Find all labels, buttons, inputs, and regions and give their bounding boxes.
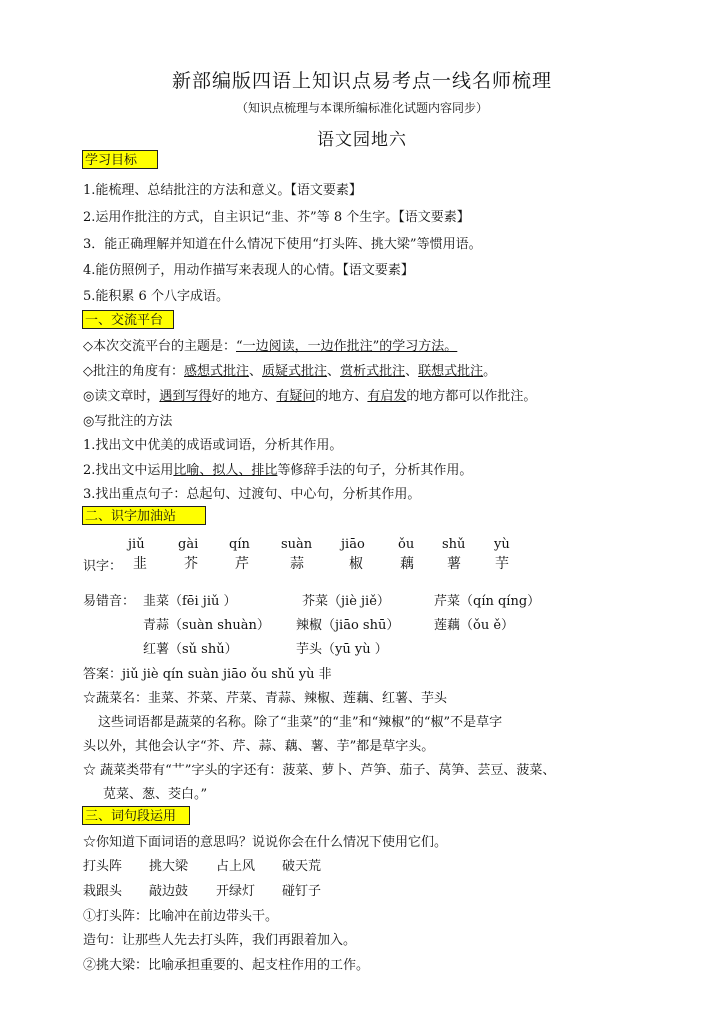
goal-item: 1.能梳理、总结批注的方法和意义。【语文要素】 [83, 183, 362, 198]
definition-line: ②挑大梁：比喻承担重要的、起支柱作用的工作。 [83, 958, 370, 973]
angle-item: 质疑式批注 [262, 364, 328, 379]
pinyin: jiāo [341, 537, 365, 552]
method-item [83, 459, 472, 478]
goal-item: 3．能正确理解并知道在什么情况下使用“打头阵、挑大梁”等惯用语。 [83, 237, 482, 252]
pinyin: gài [178, 537, 199, 552]
idiom: 敲边鼓 [149, 884, 189, 899]
reading-underlined: 有疑问 [276, 389, 316, 404]
idiom: 栽跟头 [83, 884, 123, 899]
error-item: 芥菜（jiè jiě） [302, 594, 390, 609]
pinyin: suàn [281, 537, 313, 552]
error-item: 韭菜（fēi jiǔ ） [143, 594, 237, 609]
idiom: 开绿灯 [216, 884, 256, 899]
more-chars-line: ☆ 蔬菜类带有“艹”字头的字还有：菠菜、萝卜、芦笋、茄子、莴笋、芸豆、菠菜、 [83, 763, 556, 778]
idiom: 占上风 [216, 859, 256, 874]
reading-text: 好的地方、 [211, 389, 277, 404]
method-heading: ◎写批注的方法 [83, 414, 173, 429]
pinyin: yù [494, 537, 510, 552]
pinyin: jiǔ [128, 537, 145, 552]
goal-item: 2.运用作批注的方式，自主识记“韭、芥”等 8 个生字。【语文要素】 [83, 210, 470, 225]
error-item: 莲藕（ǒu ě） [434, 618, 515, 633]
error-item: 红薯（sǔ shǔ） [143, 642, 238, 657]
angles-line: ◇批注的角度有：感想式批注、质疑式批注、赏析式批注、联想式批注。 [83, 364, 497, 379]
theme-line [83, 335, 457, 354]
vegetable-list: ☆蔬菜名：韭菜、芥菜、芹菜、青蒜、辣椒、莲藕、红薯、芋头 [83, 691, 448, 706]
goal-item: 5.能积累 6 个八字成语。 [83, 289, 229, 304]
idiom: 挑大梁 [149, 859, 189, 874]
page-subtitle: （知识点梳理与本课所编标准化试题内容同步） [235, 101, 488, 115]
page-title: 新部编版四语上知识点易考点一线名师梳理 [171, 70, 552, 92]
reading-text: ◎读文章时， [83, 389, 160, 404]
note-line: 头以外，其他会认字“芥、芹、蒜、藕、薯、芋”都是草字头。 [83, 739, 435, 754]
hanzi: 蒜 [290, 556, 304, 572]
reading-underlined: 有启发 [367, 389, 407, 404]
section-heading-goals: 学习目标 [82, 150, 158, 169]
pinyin: qín [229, 537, 250, 552]
angle-item: 感想式批注 [184, 364, 250, 379]
angles-prefix: ◇批注的角度有： [83, 364, 184, 379]
section-heading-exchange: 一、交流平台 [82, 310, 174, 329]
more-chars-line: 苋菜、葱、茭白。” [103, 787, 208, 802]
error-item: 芹菜（qín qíng） [434, 594, 541, 609]
hanzi: 芥 [184, 556, 198, 572]
idiom: 打头阵 [83, 859, 123, 874]
method-item: 1.找出文中优美的成语或词语，分析其作用。 [83, 438, 343, 453]
hanzi: 芹 [235, 556, 249, 572]
pinyin: ǒu [398, 537, 415, 552]
reading-line [83, 385, 536, 404]
answer-line: 答案：jiǔ jiè qín suàn jiāo ǒu shǔ yù 非 [83, 667, 332, 682]
hanzi: 芋 [495, 556, 509, 572]
method-text: 等修辞手法的句子，分析其作用。 [277, 463, 473, 478]
idiom: 碰钉子 [282, 884, 322, 899]
error-item: 芋头（yū yù ） [296, 642, 388, 657]
error-item: 辣椒（jiāo shū） [296, 618, 400, 633]
unit-title: 语文园地六 [317, 130, 407, 150]
example-sentence: 造句：让那些人先去打头阵，我们再跟着加入。 [83, 933, 357, 948]
reading-text: 的地方、 [315, 389, 368, 404]
hanzi: 藕 [400, 556, 414, 572]
reading-underlined: 遇到写得 [159, 389, 212, 404]
theme-text: “一边阅读，一边作批注”的学习方法。 [236, 339, 458, 354]
definition-line: ①打头阵：比喻冲在前边带头干。 [83, 909, 279, 924]
theme-prefix: ◇本次交流平台的主题是： [83, 339, 236, 354]
method-item: 3.找出重点句子：总起句、过渡句、中心句，分析其作用。 [83, 487, 421, 502]
method-text: 2.找出文中运用 [83, 463, 174, 478]
error-item: 青蒜（suàn shuàn） [143, 618, 270, 633]
error-label: 易错音： [83, 594, 136, 609]
hanzi: 韭 [133, 556, 147, 572]
note-line: 这些词语都是蔬菜的名称。除了“韭菜”的“韭”和“辣椒”的“椒”不是草字 [98, 715, 503, 730]
section-heading-literacy: 二、识字加油站 [82, 506, 206, 525]
idiom: 破天荒 [282, 859, 322, 874]
hanzi: 椒 [349, 556, 363, 572]
pinyin: shǔ [442, 537, 466, 552]
question-line: ☆你知道下面词语的意思吗？说说你会在什么情况下使用它们。 [83, 835, 448, 850]
literacy-label: 识字： [83, 559, 123, 574]
section-heading-usage: 三、词句段运用 [82, 806, 190, 825]
goal-item: 4.能仿照例子，用动作描写来表现人的心情。【语文要素】 [83, 263, 414, 278]
method-underlined: 比喻、拟人、排比 [173, 463, 278, 478]
angle-item: 赏析式批注 [340, 364, 406, 379]
hanzi: 薯 [447, 556, 461, 572]
angle-item: 联想式批注 [418, 364, 484, 379]
reading-text: 的地方都可以作批注。 [406, 389, 537, 404]
